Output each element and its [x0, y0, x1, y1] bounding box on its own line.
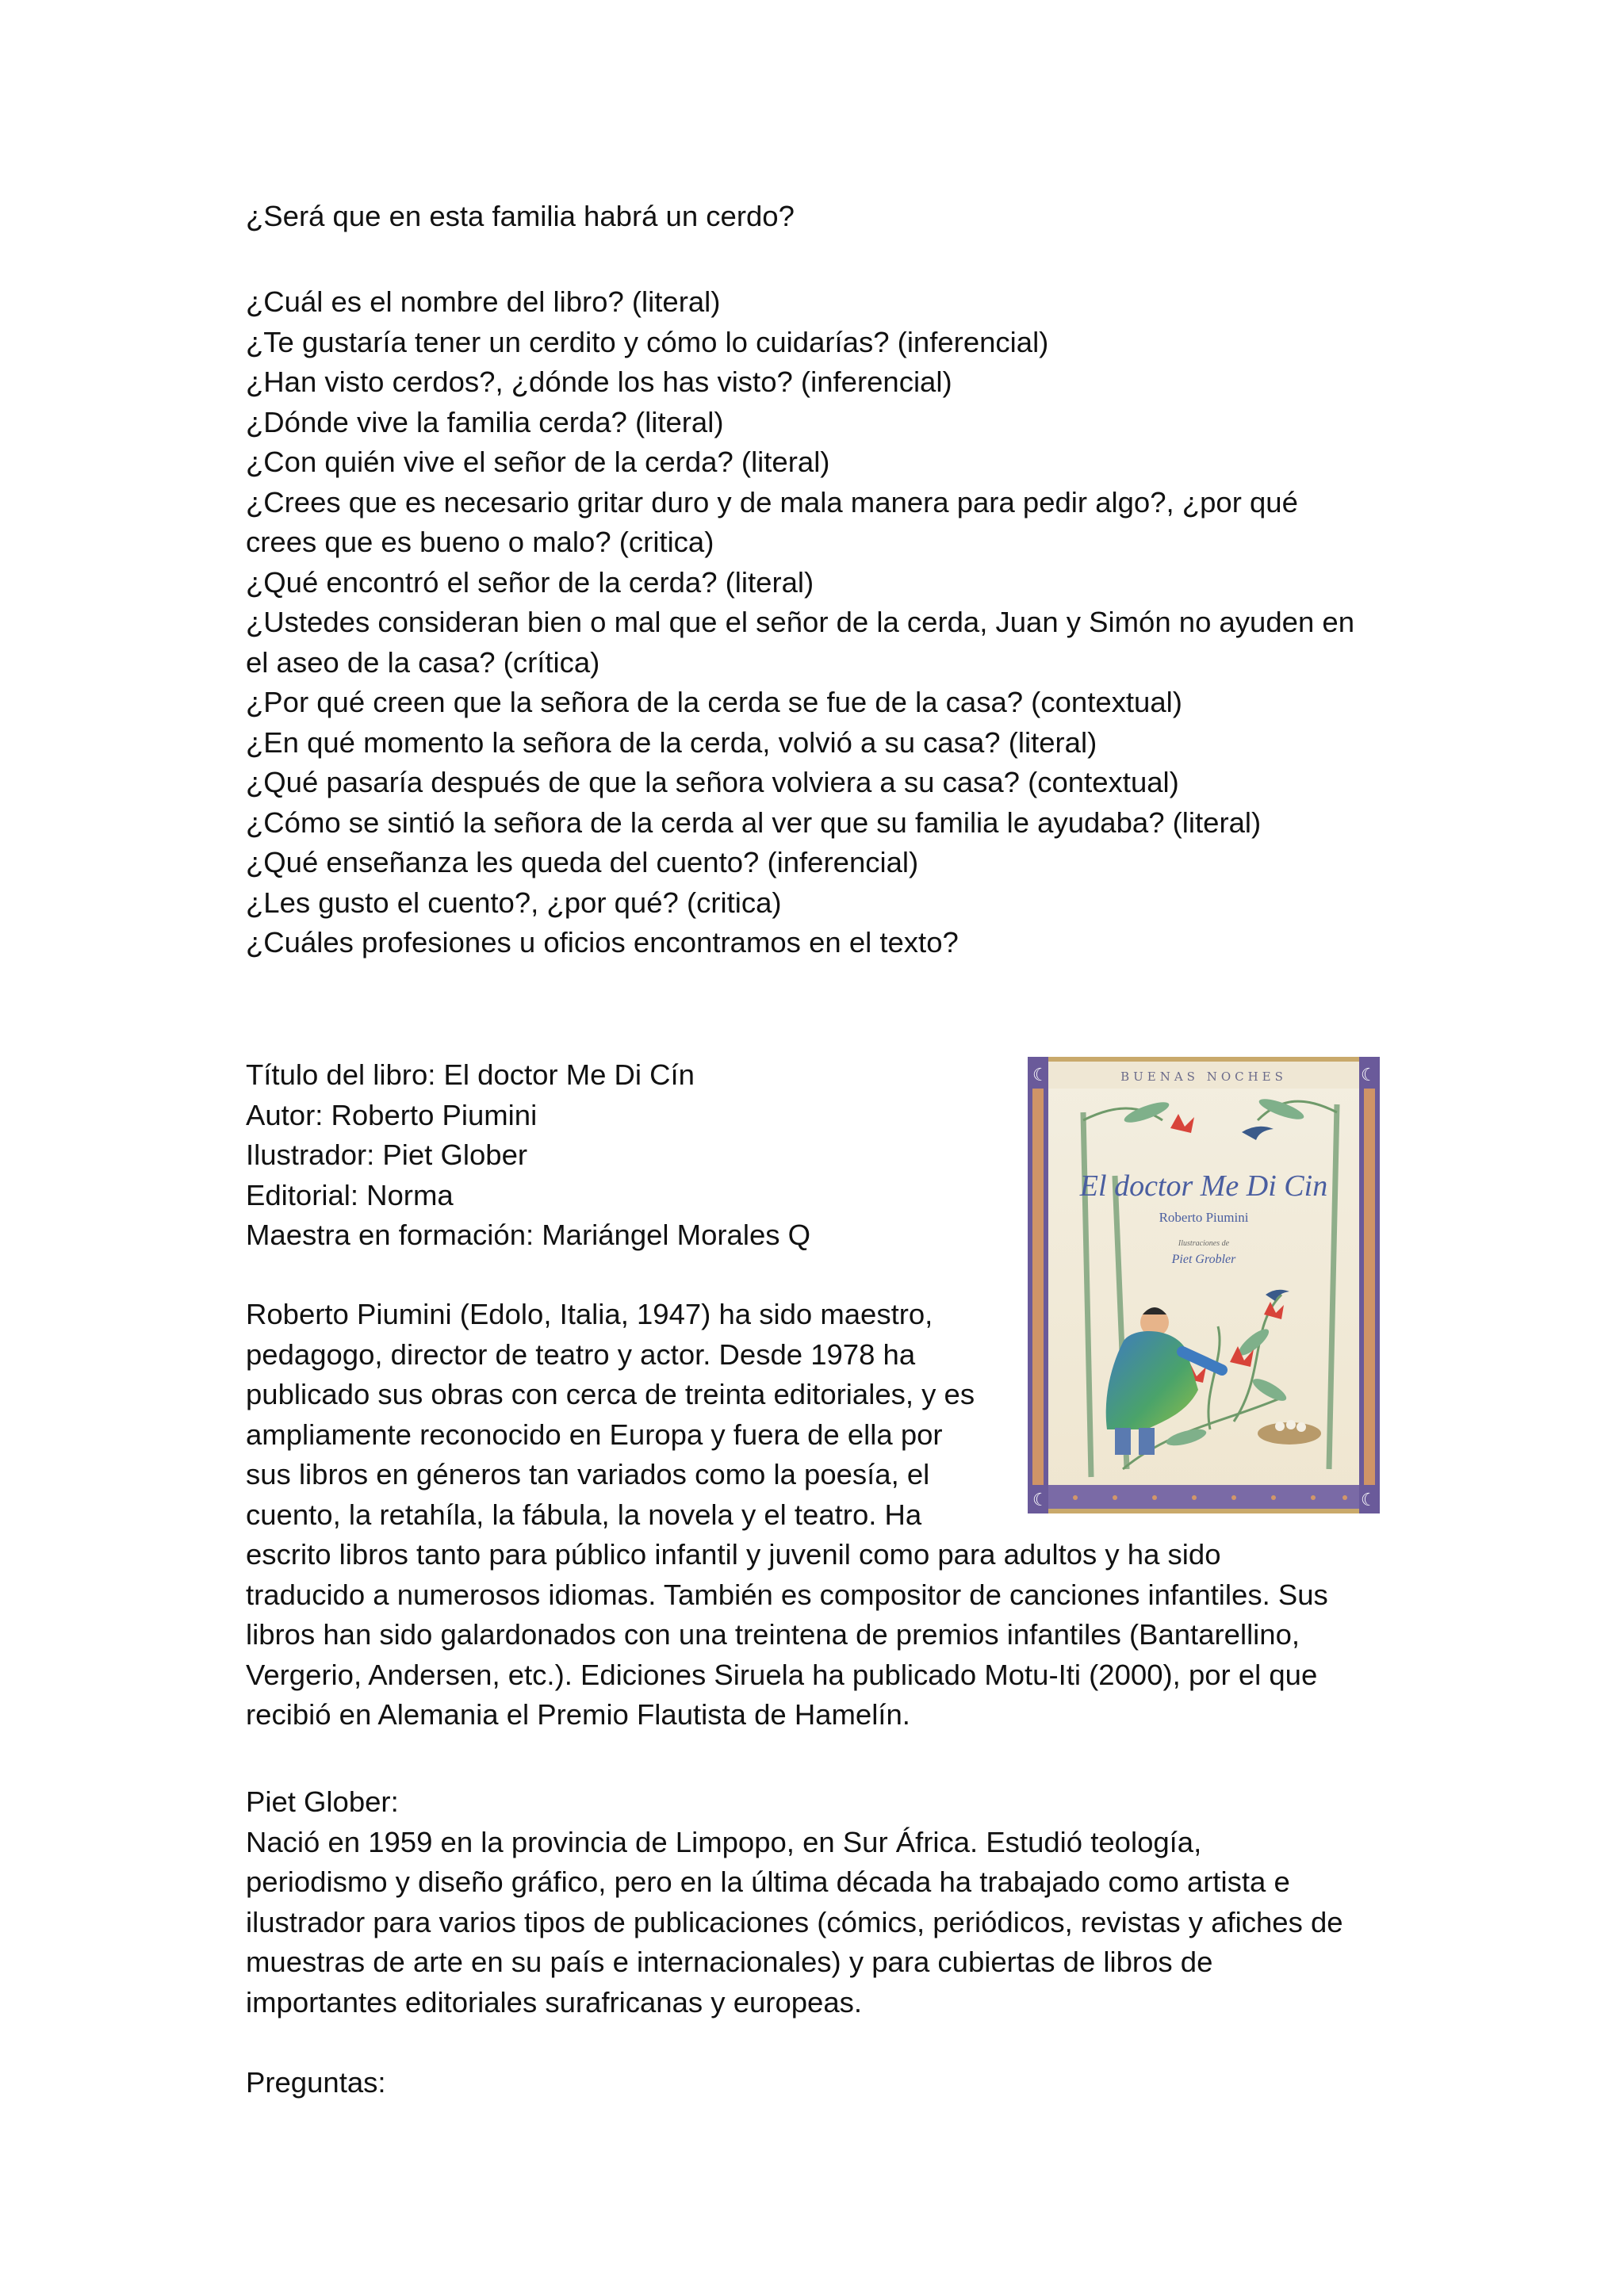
book-illustrator-line: Ilustrador: Piet Glober — [246, 1138, 528, 1171]
cover-illustrated-by: Ilustraciones de — [1178, 1239, 1230, 1248]
question-line: ¿Dónde vive la familia cerda? (literal) — [246, 405, 724, 438]
bio-line: recibió en Alemania el Premio Flautista de Hamelín. — [246, 1698, 910, 1731]
book-cover-image — [1028, 1057, 1380, 1513]
question-line: ¿Qué encontró el señor de la cerda? (literal) — [246, 565, 814, 599]
question-line: ¿Han visto cerdos?, ¿dónde los has visto? (inferencial) — [246, 365, 952, 398]
question-list — [246, 282, 1354, 963]
teacher-line: Maestra en formación: Mariángel Morales Q — [246, 1219, 811, 1251]
cover-author: Roberto Piumini — [1159, 1210, 1249, 1225]
illustrator-bio-line: importantes editoriales surafricanas y europeas. — [246, 1985, 863, 2019]
svg-text:☾: ☾ — [1032, 1066, 1048, 1085]
question-line: ¿Por qué creen que la señora de la cerda se fue de la casa? (contextual) — [246, 686, 1182, 718]
bio-line: pedagogo, director de teatro y actor. Desde 1978 ha — [246, 1337, 916, 1371]
illustrator-bio-line: ilustrador para varios tipos de publicaciones (cómics, periódicos, revistas y afiches de — [246, 1905, 1343, 1938]
question-line: ¿Les gusto el cuento?, ¿por qué? (critica) — [246, 886, 782, 919]
question-line: ¿Qué enseñanza les queda del cuento? (inferencial) — [246, 846, 919, 878]
question-line: ¿Con quién vive el señor de la cerda? (literal) — [246, 446, 830, 478]
svg-text:☾: ☾ — [1361, 1066, 1377, 1085]
svg-text:☾: ☾ — [1361, 1490, 1377, 1510]
bio-line: libros han sido galardonados con una treintena de premios infantiles (Bantarellino, — [246, 1618, 1300, 1651]
bio-line: escrito libros tanto para público infantil y juvenil como para adultos y ha sido — [246, 1538, 1221, 1571]
illustrator-bio — [246, 1782, 1388, 2022]
cover-series: BUENAS NOCHES — [1120, 1070, 1287, 1084]
book-title-line: Título del libro: El doctor Me Di Cín — [246, 1058, 695, 1091]
question-line: ¿Crees que es necesario gritar duro y de mala manera para pedir algo?, ¿por qué — [246, 485, 1298, 519]
illustrator-heading: Piet Glober: — [246, 1785, 399, 1818]
question-line: ¿Cuál es el nombre del libro? (literal) — [246, 285, 721, 318]
book-author-line: Autor: Roberto Piumini — [246, 1098, 538, 1131]
question-line: ¿Te gustaría tener un cerdito y cómo lo cuidarías? (inferencial) — [246, 325, 1049, 358]
cover-title: El doctor Me Di Cin — [1079, 1169, 1328, 1203]
bio-line: cuento, la retahíla, la fábula, la novela y el teatro. Ha — [246, 1498, 922, 1531]
illustrator-bio-line: Nació en 1959 en la provincia de Limpopo, en Sur África. Estudió teología, — [246, 1825, 1202, 1858]
illustrator-bio-line: periodismo y diseño gráfico, pero en la última década ha trabajado como artista e — [246, 1866, 1290, 1898]
bio-line: publicado sus obras con cerca de treinta editoriales, y es — [246, 1378, 975, 1410]
book-publisher-line: Editorial: Norma — [246, 1178, 454, 1211]
question-line: ¿Ustedes consideran bien o mal que el señor de la cerda, Juan y Simón no ayuden en — [246, 606, 1354, 638]
question-line: crees que es bueno o malo? (critica) — [246, 526, 714, 558]
question-line: el aseo de la casa? (crítica) — [246, 645, 600, 679]
bio-line: traducido a numerosos idiomas. También es compositor de canciones infantiles. Sus — [246, 1578, 1328, 1611]
question-line: ¿Qué pasaría después de que la señora volviera a su casa? (contextual) — [246, 766, 1179, 798]
bio-line: Vergerio, Andersen, etc.). Ediciones Siruela ha publicado Motu-Iti (2000), por el que — [246, 1658, 1318, 1691]
questions-heading — [246, 2063, 386, 2103]
book-info — [246, 1055, 810, 1256]
bio-line: sus libros en géneros tan variados como la poesía, el — [246, 1458, 930, 1490]
svg-text:☾: ☾ — [1032, 1490, 1048, 1510]
question-line: ¿En qué momento la señora de la cerda, volvió a su casa? (literal) — [246, 725, 1097, 759]
bio-line: ampliamente reconocido en Europa y fuera de ella por — [246, 1418, 943, 1451]
cover-illustrator: Piet Grobler — [1171, 1253, 1236, 1266]
question-line: ¿Cuáles profesiones u oficios encontramos en el texto? — [246, 926, 959, 959]
illustrator-bio-line: muestras de arte en su país e internacionales) y para cubiertas de libros de — [246, 1946, 1213, 1978]
bio-line: Roberto Piumini (Edolo, Italia, 1947) ha sido maestro, — [246, 1298, 933, 1330]
questions-heading-text: Preguntas: — [246, 2066, 386, 2099]
question-line: ¿Cómo se sintió la señora de la cerda al ver que su familia le ayudaba? (literal) — [246, 806, 1262, 839]
intro-question — [246, 197, 795, 237]
intro-question-text: ¿Será que en esta familia habrá un cerdo? — [246, 200, 795, 232]
